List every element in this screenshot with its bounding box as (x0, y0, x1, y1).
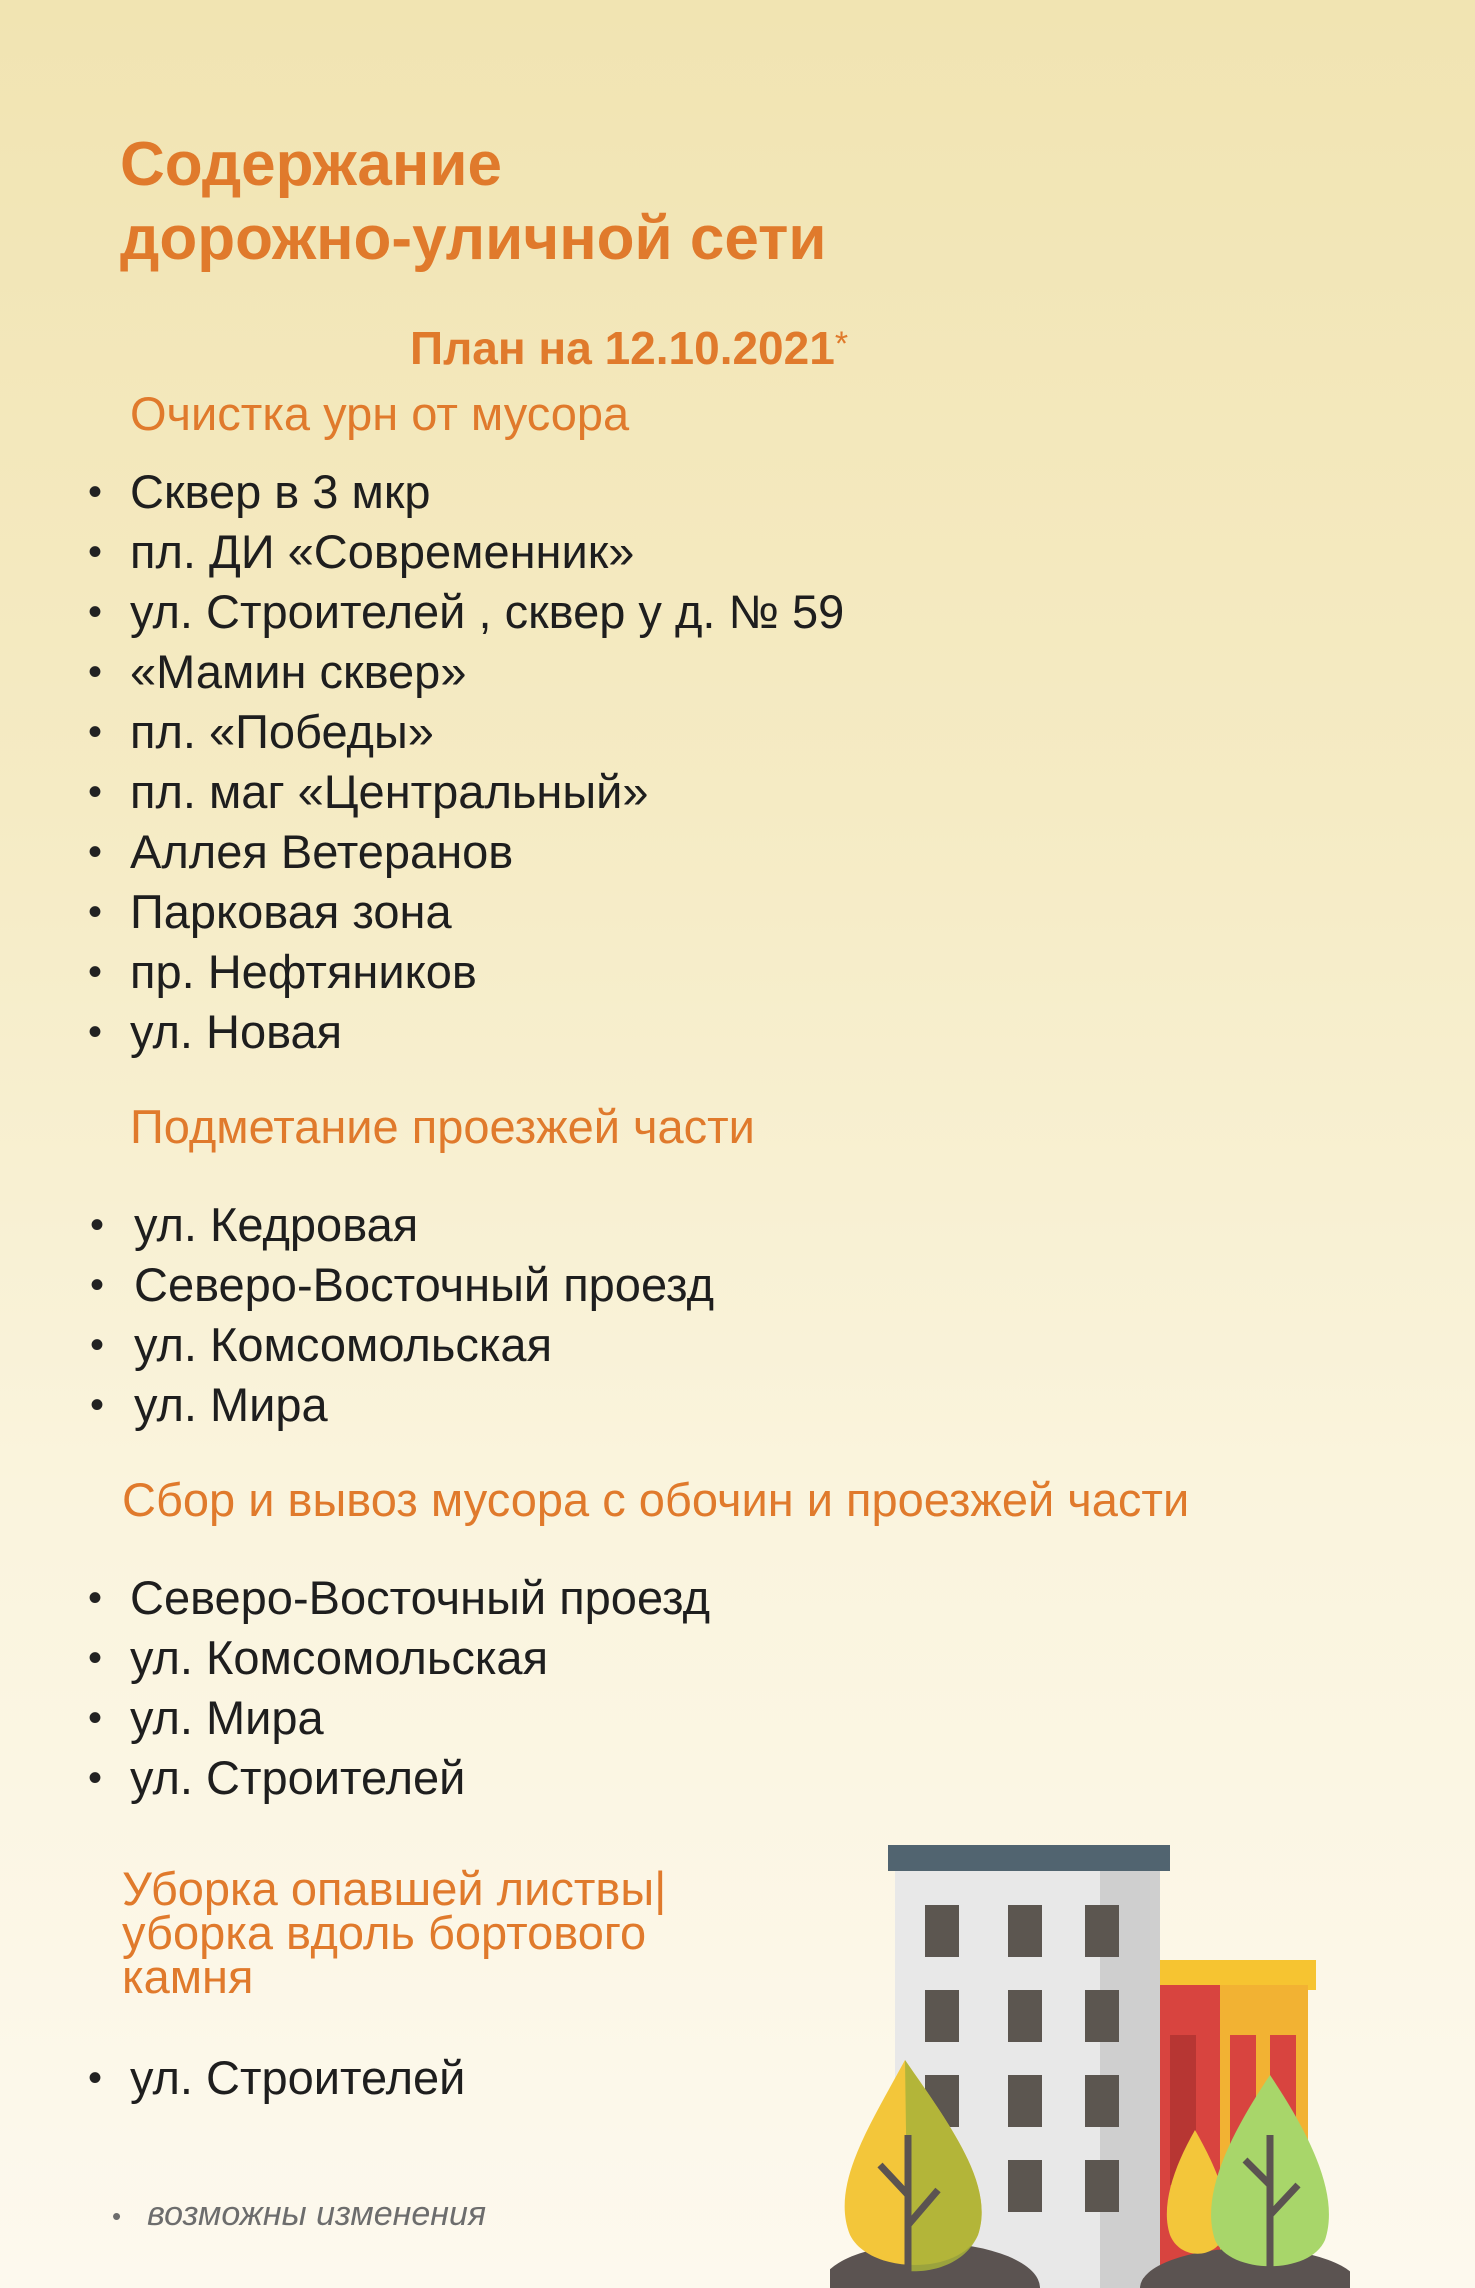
list-item (88, 582, 844, 642)
section-list-sweeping (90, 1195, 714, 1435)
plan-asterisk: * (834, 325, 849, 363)
list-item-text: «Мамин сквер» (130, 645, 467, 698)
section-list-leaves (88, 2048, 465, 2108)
section-heading-line: уборка вдоль бортового (122, 1906, 647, 1959)
section-heading-sweeping: Подметание проезжей части (130, 1100, 755, 1153)
bullet: • (88, 710, 103, 754)
list-item (88, 1628, 710, 1688)
list-item (88, 762, 844, 822)
bullet: • (88, 1636, 103, 1680)
main-building-roof (888, 1845, 1170, 1871)
list-item-text: Северо-Восточный проезд (134, 1258, 714, 1311)
bullet: • (88, 1756, 103, 1800)
bullet: • (88, 1576, 103, 1620)
bullet: • (88, 2056, 103, 2100)
list-item-text: Сквер в 3 мкр (130, 465, 431, 518)
section-heading-bins: Очистка урн от мусора (130, 387, 630, 440)
city-illustration (830, 1835, 1350, 2288)
list-item-text: пр. Нефтяников (130, 945, 477, 998)
list-item (88, 822, 844, 882)
list-item (90, 1255, 714, 1315)
list-item (90, 1315, 714, 1375)
list-item (90, 1195, 714, 1255)
list-item-text: пл. маг «Центральный» (130, 765, 649, 818)
list-item (88, 882, 844, 942)
list-item (88, 522, 844, 582)
list-item-text: ул. Новая (130, 1005, 343, 1058)
plan-date-label: План на 12.10.2021 (410, 322, 835, 374)
section-list-garbage (88, 1568, 710, 1808)
bullet: • (88, 950, 103, 994)
bullet: • (88, 590, 103, 634)
bullet: • (88, 770, 103, 814)
bullet: • (90, 1263, 105, 1307)
bullet: • (88, 890, 103, 934)
plan-date (410, 318, 848, 378)
bullet: • (88, 830, 103, 874)
list-item (88, 702, 844, 762)
bullet: • (88, 1010, 103, 1054)
list-item (90, 1375, 714, 1435)
page-title (120, 128, 827, 276)
list-item (88, 1002, 844, 1062)
list-item-text: ул. Комсомольская (134, 1318, 553, 1371)
bullet: • (88, 470, 103, 514)
page-title-line-2: дорожно-уличной сети (120, 204, 827, 273)
list-item-text: пл. «Победы» (130, 705, 434, 758)
list-item (88, 1568, 710, 1628)
bullet: • (88, 650, 103, 694)
list-item-text: Парковая зона (130, 885, 452, 938)
bullet: • (88, 530, 103, 574)
section-list-bins (88, 462, 844, 1062)
footnote-text: возможны изменения (147, 2195, 487, 2233)
list-item-text: Северо-Восточный проезд (130, 1571, 710, 1624)
section-heading-line: Уборка опавшей листвы| (122, 1862, 667, 1915)
section-heading-garbage: Сбор и вывоз мусора с обочин и проезжей части (122, 1473, 1190, 1526)
bullet: • (90, 1383, 105, 1427)
list-item-text: ул. Строителей , сквер у д. № 59 (130, 585, 845, 638)
list-item-text: ул. Строителей (130, 1751, 466, 1804)
bullet: • (90, 1323, 105, 1367)
footnote (112, 2192, 486, 2238)
list-item (88, 942, 844, 1002)
page-title-line-1: Содержание (120, 130, 502, 199)
list-item-text: ул. Комсомольская (130, 1631, 549, 1684)
list-item-text: ул. Строителей (130, 2051, 466, 2104)
list-item (88, 642, 844, 702)
list-item (88, 1688, 710, 1748)
footnote-bullet: • (112, 2201, 122, 2231)
section-heading-leaves (122, 1862, 667, 2003)
list-item-text: Аллея Ветеранов (130, 825, 514, 878)
bullet: • (88, 1696, 103, 1740)
list-item-text: ул. Мира (134, 1378, 328, 1431)
bullet: • (90, 1203, 105, 1247)
list-item-text: ул. Кедровая (134, 1198, 419, 1251)
list-item (88, 462, 844, 522)
list-item-text: ул. Мира (130, 1691, 324, 1744)
section-heading-line: камня (122, 1950, 254, 2003)
list-item (88, 2048, 465, 2108)
list-item (88, 1748, 710, 1808)
list-item-text: пл. ДИ «Современник» (130, 525, 635, 578)
